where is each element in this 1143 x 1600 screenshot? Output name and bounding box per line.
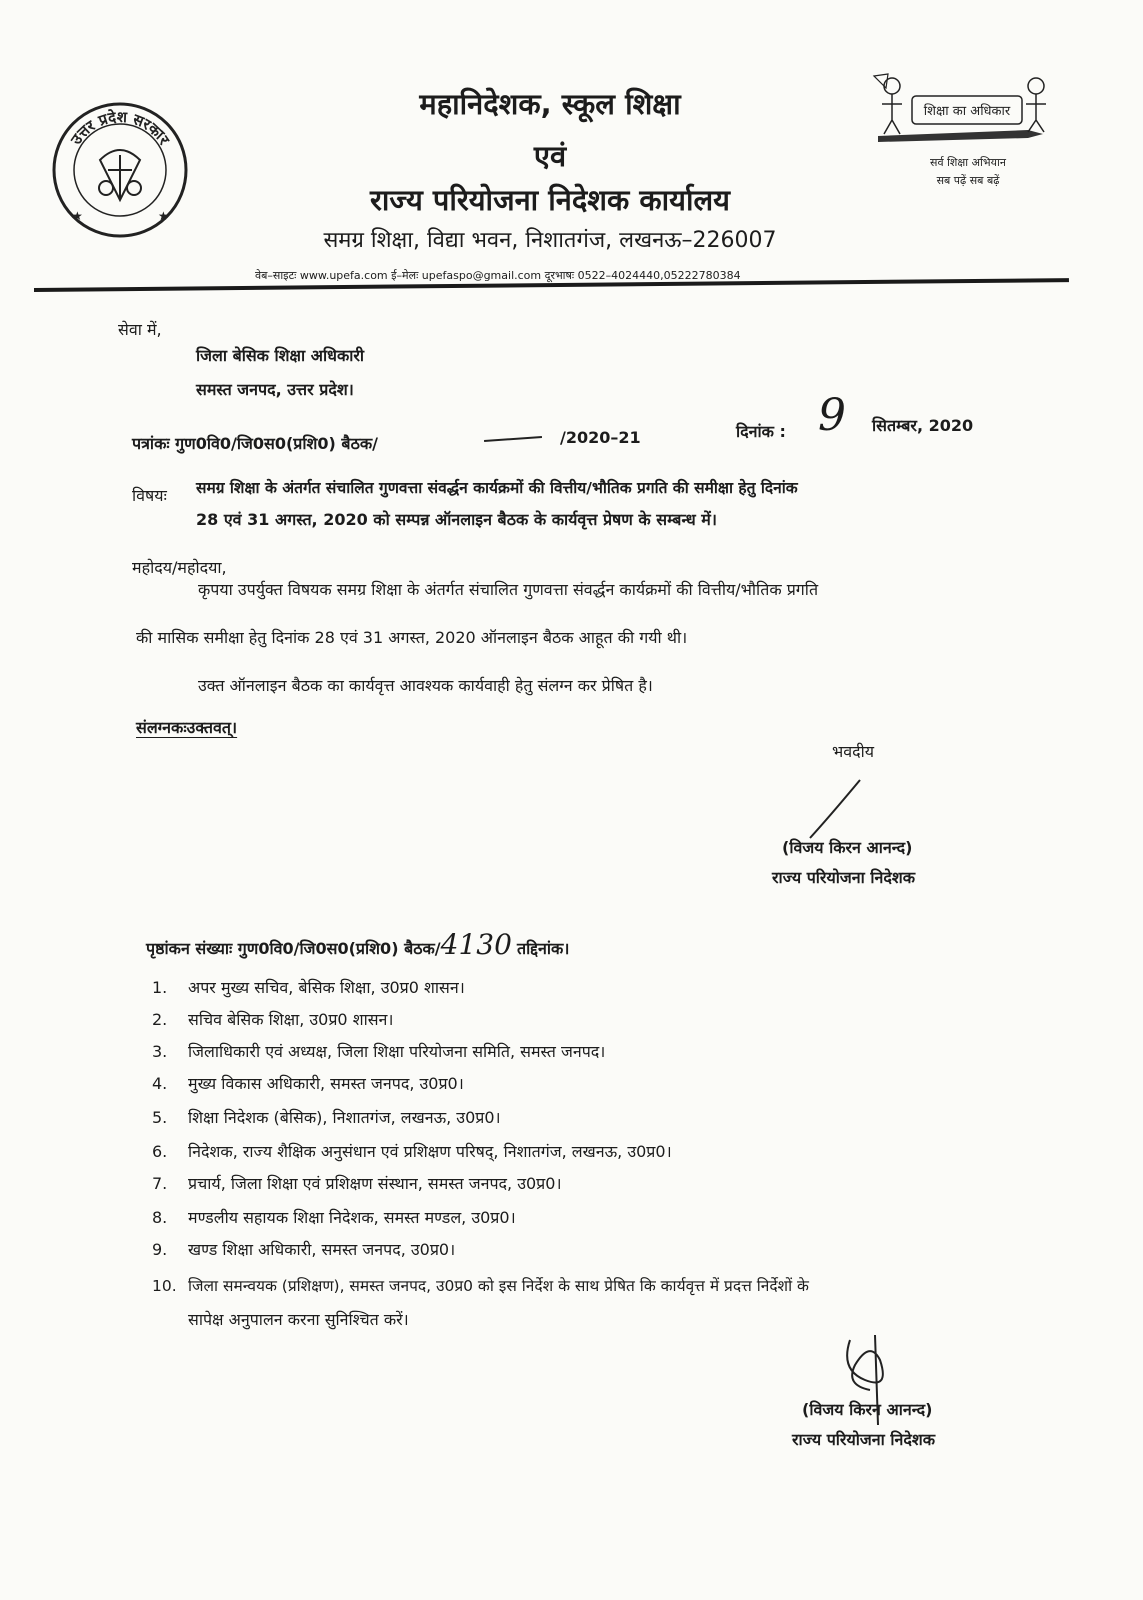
- endorsement-line: [146, 928, 569, 961]
- logo-right-line2: सब पढ़ें सब बढ़ें: [936, 174, 1000, 187]
- header-title-line1: महानिदेशक, स्कूल शिक्षा: [419, 87, 681, 121]
- logo-right-line1: सर्व शिक्षा अभियान: [930, 156, 1006, 169]
- reference-day-handwritten: 9: [818, 390, 846, 441]
- signature1-closing: भवदीय: [832, 742, 875, 761]
- svg-text:★: ★: [158, 209, 169, 223]
- up-government-emblem: [50, 100, 190, 240]
- header-title-line3: राज्य परियोजना निदेशक कार्यालय: [370, 183, 730, 217]
- reference-blank-dash: [484, 436, 542, 442]
- distribution-item: 2. सचिव बेसिक शिक्षा, उ0प्र0 शासन।: [152, 1010, 394, 1029]
- distribution-item: 4. मुख्य विकास अधिकारी, समस्त जनपद, उ0प्र0।: [152, 1074, 464, 1093]
- subject-label: विषयः: [132, 486, 167, 505]
- signature1-designation: राज्य परियोजना निदेशक: [772, 868, 916, 887]
- logo-right-title: शिक्षा का अधिकार: [923, 104, 1011, 119]
- body-enclosure: संलग्नकःउक्तवत्।: [136, 718, 238, 737]
- subject-line2: 28 एवं 31 अगस्त, 2020 को सम्पन्न ऑनलाइन बैठक के कार्यवृत्त प्रेषण के सम्बन्ध में।: [196, 510, 717, 529]
- reference-month-year: सितम्बर, 2020: [872, 416, 974, 435]
- header-title-line2: एवं: [533, 139, 567, 173]
- distribution-item: 6. निदेशक, राज्य शैक्षिक अनुसंधान एवं प्रशिक्षण परिषद्, निशातगंज, लखनऊ, उ0प्र0।: [152, 1142, 672, 1161]
- subject-line1: समग्र शिक्षा के अंतर्गत संचालित गुणवत्ता संवर्द्धन कार्यक्रमों की वित्तीय/भौतिक प्रगति की समीक्षा हेतु दिनांक: [196, 479, 798, 497]
- distribution-item: 9. खण्ड शिक्षा अधिकारी, समस्त जनपद, उ0प्र0।: [152, 1240, 456, 1259]
- header-address: समग्र शिक्षा, विद्या भवन, निशातगंज, लखनऊ–226007: [323, 228, 777, 253]
- endorsement-prefix: पृष्ठांकन संख्याः गुण0वि0/जि0स0(प्रशि0) बैठक/: [146, 939, 441, 958]
- reference-patrank: पत्रांकः गुण0वि0/जि0स0(प्रशि0) बैठक/: [132, 434, 378, 453]
- distribution-item: 1. अपर मुख्य सचिव, बेसिक शिक्षा, उ0प्र0 शासन।: [152, 978, 465, 997]
- distribution-item10-continuation: सापेक्ष अनुपालन करना सुनिश्चित करें।: [188, 1310, 409, 1329]
- emblem-text: उत्तर प्रदेश सरकार: [67, 107, 174, 148]
- reference-dinank-label: दिनांक :: [736, 422, 786, 441]
- distribution-item: 10. जिला समन्वयक (प्रशिक्षण), समस्त जनपद, उ0प्र0 को इस निर्देश के साथ प्रेषित कि कार्यवृत्त में प्रदत्त निर्देशों के: [152, 1277, 809, 1295]
- distribution-item: 3. जिलाधिकारी एवं अध्यक्ष, जिला शिक्षा परियोजना समिति, समस्त जनपद।: [152, 1042, 606, 1061]
- recipient-line1: जिला बेसिक शिक्षा अधिकारी: [196, 346, 365, 365]
- distribution-item: 5. शिक्षा निदेशक (बेसिक), निशातगंज, लखनऊ, उ0प्र0।: [152, 1108, 501, 1127]
- svg-text:★: ★: [72, 209, 83, 223]
- signature2-name: (विजय किरन आनन्द): [802, 1400, 933, 1419]
- body-para1-line2: की मासिक समीक्षा हेतु दिनांक 28 एवं 31 अगस्त, 2020 ऑनलाइन बैठक आहूत की गयी थी।: [136, 628, 688, 647]
- body-greeting: महोदय/महोदया,: [132, 558, 227, 577]
- endorsement-suffix: तद्दिनांक।: [517, 939, 570, 958]
- header-contact: वेब–साइटः www.upefa.com ई–मेलः upefaspo@gmail.com दूरभाषः 0522–4024440,05222780384: [255, 269, 741, 282]
- recipient-salutation: सेवा में,: [118, 320, 162, 339]
- endorsement-number: 4130: [440, 928, 512, 961]
- signature2-designation: राज्य परियोजना निदेशक: [792, 1430, 936, 1449]
- distribution-item: 7. प्रचार्य, जिला शिक्षा एवं प्रशिक्षण संस्थान, समस्त जनपद, उ0प्र0।: [152, 1174, 562, 1193]
- distribution-item: 8. मण्डलीय सहायक शिक्षा निदेशक, समस्त मण्डल, उ0प्र0।: [152, 1208, 516, 1227]
- body-para1-line1: कृपया उपर्युक्त विषयक समग्र शिक्षा के अंतर्गत संचालित गुणवत्ता संवर्द्धन कार्यक्रमों की वित्तीय/भौतिक प्रगति: [198, 580, 819, 599]
- body-para2: उक्त ऑनलाइन बैठक का कार्यवृत्त आवश्यक कार्यवाही हेतु संलग्न कर प्रेषित है।: [198, 676, 653, 695]
- reference-year: /2020–21: [560, 428, 641, 447]
- recipient-line2: समस्त जनपद, उत्तर प्रदेश।: [196, 380, 354, 399]
- signature1-name: (विजय किरन आनन्द): [782, 838, 913, 857]
